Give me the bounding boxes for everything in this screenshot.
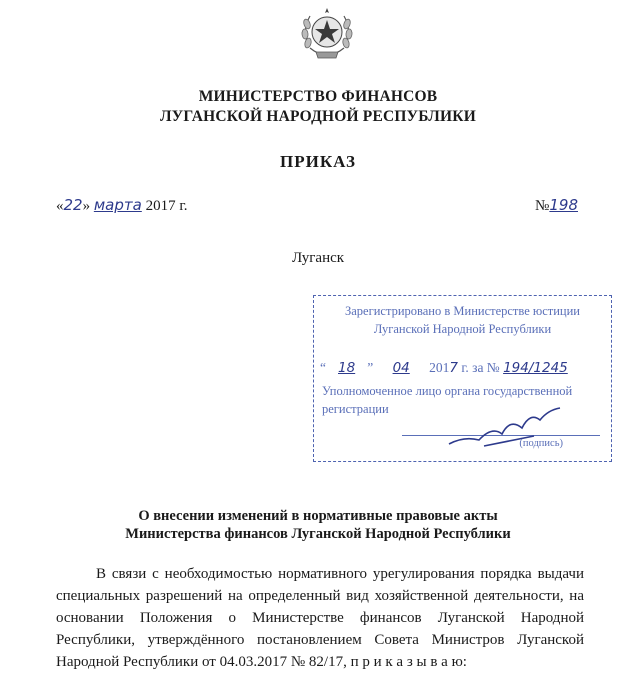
date-open-quote: « — [56, 198, 64, 214]
stamp-reg-year-prefix: 201 — [429, 360, 450, 375]
date-month: марта — [93, 196, 142, 214]
stamp-line-ministry: Зарегистрировано в Министерстве юстиции — [344, 304, 581, 318]
stamp-line-authorized-person: Уполномоченное лицо органа государственной — [322, 384, 573, 398]
date-year: 2017 г. — [145, 198, 188, 214]
date-day: 22 — [63, 196, 83, 214]
order-body-paragraph: В связи с необходимостью нормативного урегулирования порядка выдачи специальных разрешений на определенный вид хозяйственной деятельности, на основании Положения о Министерстве финансов Луганской Народной Республики, утверждённого постановлением Совета Министров Луганской Народной Республики от 04.03.2017 № 82/17, п р и к а з ы в а ю: — [56, 566, 584, 670]
organization-name-line-2: ЛУГАНСКОЙ НАРОДНОЙ РЕСПУБЛИКИ — [160, 108, 476, 125]
order-number-value: 198 — [549, 196, 578, 214]
document-type-title: ПРИКАЗ — [280, 152, 356, 171]
stamp-registration-date: “ 18 ” 04 2017 г. за № 194/1245 — [320, 360, 568, 376]
subject-line-1: О внесении изменений в нормативные правовые акты — [138, 508, 498, 524]
registration-stamp — [313, 295, 612, 462]
order-date — [56, 196, 188, 215]
date-close-quote: » — [82, 198, 91, 214]
stamp-reg-day: 18 — [338, 360, 356, 376]
stamp-line-registration: регистрации — [322, 402, 389, 416]
organization-name-line-1: МИНИСТЕРСТВО ФИНАНСОВ — [198, 88, 438, 105]
stamp-line-republic: Луганской Народной Республики — [373, 322, 552, 336]
city-name: Луганск — [291, 250, 345, 266]
subject-line-2: Министерства финансов Луганской Народной Республики — [125, 526, 511, 542]
coat-of-arms-emblem-icon — [298, 4, 356, 68]
stamp-signature-caption: (подпись) — [519, 438, 563, 449]
order-body — [56, 563, 584, 673]
stamp-reg-number: 194/1245 — [503, 360, 568, 376]
order-number — [535, 196, 578, 215]
stamp-reg-month: 04 — [392, 360, 410, 376]
stamp-reg-year-suffix: 7 — [449, 360, 458, 376]
order-number-prefix: № — [535, 198, 550, 214]
stamp-reg-year-tail: г. за № — [457, 360, 500, 375]
